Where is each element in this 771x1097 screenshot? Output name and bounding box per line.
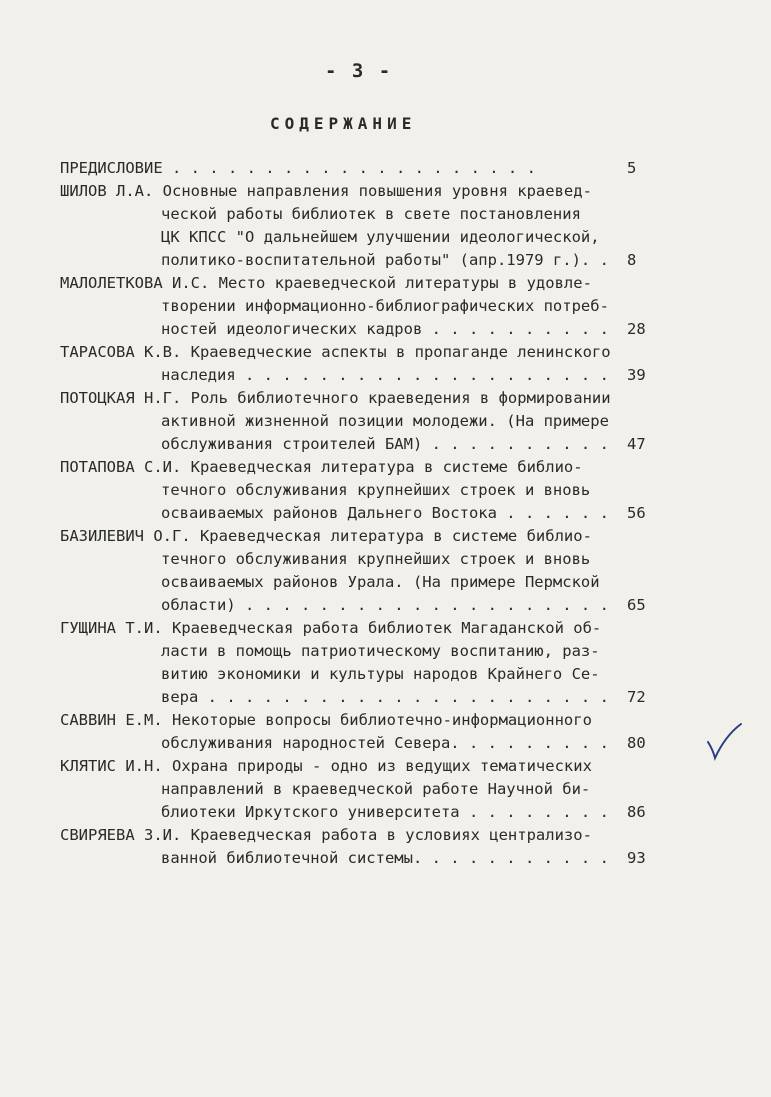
entry-line: ТАРАСОВА К.В. Краеведческие аспекты в пропаганде ленинского (60, 343, 611, 361)
entry-line: направлений в краеведческой работе Научной би- (161, 780, 591, 798)
entry-line: ПОТАПОВА С.И. Краеведческая литература в системе библио- (60, 458, 583, 476)
toc-entry (60, 709, 609, 755)
entry-page-number: 80 (627, 734, 646, 752)
entry-line: САВВИН Е.М. Некоторые вопросы библиотечно-информационного (60, 711, 592, 729)
entry-page-number: 8 (627, 251, 637, 269)
entry-page-number: 39 (627, 366, 646, 384)
entry-line: КЛЯТИС И.Н. Охрана природы - одно из ведущих тематических (60, 757, 592, 775)
entry-line: витию экономики и культуры народов Крайнего Се- (161, 665, 600, 683)
entry-line: наследия . . . . . . . . . . . . . . . . . . . . (161, 366, 609, 384)
entry-line: творении информационно-библиографических потреб- (161, 297, 609, 315)
entry-page-number: 72 (627, 688, 646, 706)
toc-entry (60, 341, 611, 387)
entry-line: обслуживания строителей БАМ) . . . . . . . . . . (161, 435, 609, 453)
toc-entry (60, 157, 536, 180)
entry-page-number: 56 (627, 504, 646, 522)
handwritten-checkmark-icon (705, 720, 745, 762)
toc-entry (60, 617, 609, 709)
entry-page-number: 47 (627, 435, 646, 453)
entry-line: осваиваемых районов Урала. (На примере Пермской (161, 573, 600, 591)
entry-line: блиотеки Иркутского университета . . . . . . . . (161, 803, 609, 821)
toc-entry (60, 272, 609, 341)
entry-line: области) . . . . . . . . . . . . . . . . . . . . (161, 596, 609, 614)
entry-line: ПОТОЦКАЯ Н.Г. Роль библиотечного краеведения в формировании (60, 389, 611, 407)
entry-line: политико-воспитательной работы" (апр.1979 г.). . (161, 251, 609, 269)
entry-line: обслуживания народностей Севера. . . . . . . . . (161, 734, 609, 752)
entry-line: течного обслуживания крупнейших строек и вновь (161, 481, 591, 499)
entry-line: ностей идеологических кадров . . . . . . . . . . (161, 320, 609, 338)
entry-line: ГУЩИНА Т.И. Краеведческая работа библиотек Магаданской об- (60, 619, 602, 637)
entry-line: осваиваемых районов Дальнего Востока . . . . . . (161, 504, 609, 522)
entry-line: ванной библиотечной системы. . . . . . . . . . . (161, 849, 609, 867)
page-number: - 3 - (325, 60, 393, 82)
toc-entry (60, 387, 611, 456)
entry-line: ласти в помощь патриотическому воспитанию, раз- (161, 642, 600, 660)
entry-line: вера . . . . . . . . . . . . . . . . . . . . . . (161, 688, 609, 706)
entry-page-number: 93 (627, 849, 646, 867)
toc-entry (60, 525, 609, 617)
entry-line: течного обслуживания крупнейших строек и вновь (161, 550, 591, 568)
entry-line: ЦК КПСС "О дальнейшем улучшении идеологической, (161, 228, 600, 246)
entry-page-number: 86 (627, 803, 646, 821)
entry-line: МАЛОЛЕТКОВА И.С. Место краеведческой литературы в удовле- (60, 274, 592, 292)
contents-heading: СОДЕРЖАНИЕ (270, 114, 417, 133)
entry-line: ПРЕДИСЛОВИЕ . . . . . . . . . . . . . . . . . . . . (60, 159, 536, 177)
entry-page-number: 5 (627, 159, 637, 177)
entry-page-number: 28 (627, 320, 646, 338)
toc-entry (60, 755, 609, 824)
entry-line: СВИРЯЕВА З.И. Краеведческая работа в условиях централизо- (60, 826, 592, 844)
toc-entry (60, 824, 609, 870)
entry-page-number: 65 (627, 596, 646, 614)
entry-line: активной жизненной позиции молодежи. (На примере (161, 412, 609, 430)
toc-entry (60, 180, 609, 272)
entry-line: ческой работы библиотек в свете постановления (161, 205, 581, 223)
toc-entry (60, 456, 609, 525)
entry-line: ШИЛОВ Л.А. Основные направления повышения уровня краевед- (60, 182, 592, 200)
entry-line: БАЗИЛЕВИЧ О.Г. Краеведческая литература в системе библио- (60, 527, 592, 545)
